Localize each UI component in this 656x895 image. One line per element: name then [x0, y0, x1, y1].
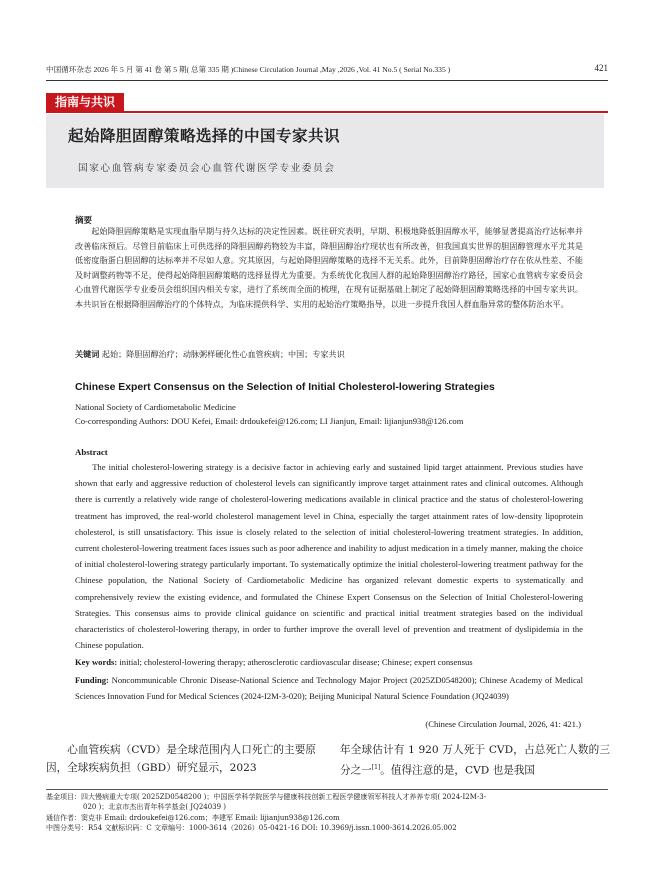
abstract-heading-en: Abstract	[75, 447, 108, 457]
citation-en: (Chinese Circulation Journal, 2026, 41: 421.)	[425, 719, 581, 729]
body-text-right-column	[340, 741, 610, 780]
article-title-en: Chinese Expert Consensus on the Selection of Initial Cholesterol-lowering Strategies	[75, 382, 495, 393]
footnote-funding-line1: 基金项目：四大慢病重大专项( 2025ZD0548200 )；中国医学科学院医学与健康科技创新工程医学健康领军科技人才养养专项( 2024-I2M-3-	[46, 793, 487, 801]
keywords-label-cn: 关键词	[75, 349, 100, 359]
running-header: 中国循环杂志 2026 年 5 月 第 41 卷 第 5 期( 总第 335 期 )Chinese Circulation Journal ,May ,2026 ,Vol. 41 No.5 ( Serial No.335 )	[46, 65, 451, 74]
funding-value-en: Noncommunicable Chronic Disease-National Science and Technology Major Project (2025ZD0548200); Chinese Academy of Medical Sciences Innovation Fund for Medical Sciences (2024-I2M-3-020); Beijing Municipal Natural Science Foundation (JQ24039)	[75, 675, 583, 702]
footnote-divider	[46, 789, 608, 790]
abstract-cn: 起始降胆固醇策略是实现血脂早期与持久达标的决定性因素。既往研究表明，早期、积极地降低胆固醇水平，能够显著提高治疗达标率并改善临床预后。尽管目前临床上可供选择的降胆固醇药物较为丰富，降胆固醇治疗现状也有所改善，但我国真实世界的胆固醇管理水平尤其是低密度脂蛋白胆固醇的达标率并不尽如人意。究其原因，与起始降胆固醇策略的选择不无关系。此外，目前降胆固醇治疗存在依从性差、不能及时调整药物等不足，使得起始降胆固醇策略的选择显得尤为重要。为系统优化我国人群的起始降胆固醇治疗路径，国家心血管病专家委员会心血管代谢医学专业委员会组织国内相关专家，进行了系统而全面的梳理，在现有证据基础上制定了起始降胆固醇策略选择的中国专家共识。本共识旨在根据降胆固醇治疗的个体特点，为临床提供科学、实用的起始治疗策略指导，以进一步提升我国人群血脂异常的整体防治水平。	[75, 226, 583, 309]
authors-cn: 国家心血管病专家委员会心血管代谢医学专业委员会	[78, 163, 336, 174]
funding-label-en: Funding:	[75, 675, 109, 685]
footnotes	[46, 792, 606, 834]
keywords-label-en: Key words:	[75, 657, 118, 667]
keywords-value-en: initial; cholesterol-lowering therapy; atherosclerotic cardiovascular disease; Chinese; expert consensus	[119, 657, 473, 667]
reference-link[interactable]: [1]	[371, 764, 381, 771]
organization-en: National Society of Cardiometabolic Medicine	[75, 402, 236, 412]
header-divider	[46, 80, 608, 81]
funding-en	[75, 672, 583, 704]
footnote-classification: 中图分类号：R54 文献标识码：C 文章编号：1000-3614（2026）05-0421-16 DOI: 10.3969/j.issn.1000-3614.2026.05.002	[46, 824, 457, 833]
abstract-heading-cn: 摘要	[75, 216, 93, 226]
section-tag: 指南与共识	[46, 93, 124, 111]
keywords-value-cn: 起始；降胆固醇治疗；动脉粥样硬化性心血管疾病；中国；专家共识	[101, 349, 345, 359]
body-right-part-a: 年全球估计有 1 920 万人死于 CVD，占总死亡人数的三分之一	[340, 744, 610, 777]
body-text-left-column: 心血管疾病（CVD）是全球范围内人口死亡的主要原因，全球疾病负担（GBD）研究显示，2023	[46, 744, 316, 774]
footnote-corresponding: 通信作者：窦克非 Email: drdoukefei@126.com；李建军 Email: lijianjun938@126.com	[46, 813, 340, 822]
article-title: 起始降胆固醇策略选择的中国专家共识	[68, 127, 341, 145]
footnote-funding-line2: 020 )；北京市杰出青年科学基金( JQ24039 )	[83, 803, 227, 812]
section-tag-rule	[46, 111, 608, 113]
page-number: 421	[594, 63, 608, 73]
keywords-cn	[75, 349, 583, 360]
keywords-en	[75, 657, 583, 667]
corresponding-authors-en: Co-corresponding Authors: DOU Kefei, Email: drdoukefei@126.com; LI Jianjun, Email: lijianjun938@126.com	[75, 416, 464, 426]
abstract-en: The initial cholesterol-lowering strategy is a decisive factor in achieving early and sustained lipid target attainment. Previous studies have shown that early and aggressive reduction of cholesterol levels can significantly improve target attainment rates and clinical outcomes. Although there is currently a relatively wide range of cholesterol-lowering medications available in clinical practice and the status of cholesterol-lowering treatment has improved, the real-world cholesterol management level in China, especially the target attainment rates of low-density lipoprotein cholesterol, is still unsatisfactory. This issue is closely related to the selection of initial cholesterol-lowering treatment strategies. In addition, current cholesterol-lowering treatment faces issues such as poor adherence and inability to adjust medication in a timely manner, making the choice of initial cholesterol-lowering strategy particularly important. To systematically optimize the initial cholesterol-lowering treatment pathway for the Chinese population, the National Society of Cardiometabolic Medicine has organized relevant domestic experts to systematically and comprehensively review the existing evidence, and formulated the Chinese Expert Consensus on the Selection of Initial Cholesterol-lowering Strategies. This consensus aims to provide clinical guidance on scientific and practical initial treatment strategies based on the individual characteristics of cholesterol-lowering therapy, in order to further improve the overall level of prevention and treatment of dyslipidemia in the Chinese population.	[75, 462, 583, 651]
body-right-part-b: 。值得注意的是，CVD 也是我国	[380, 764, 536, 777]
